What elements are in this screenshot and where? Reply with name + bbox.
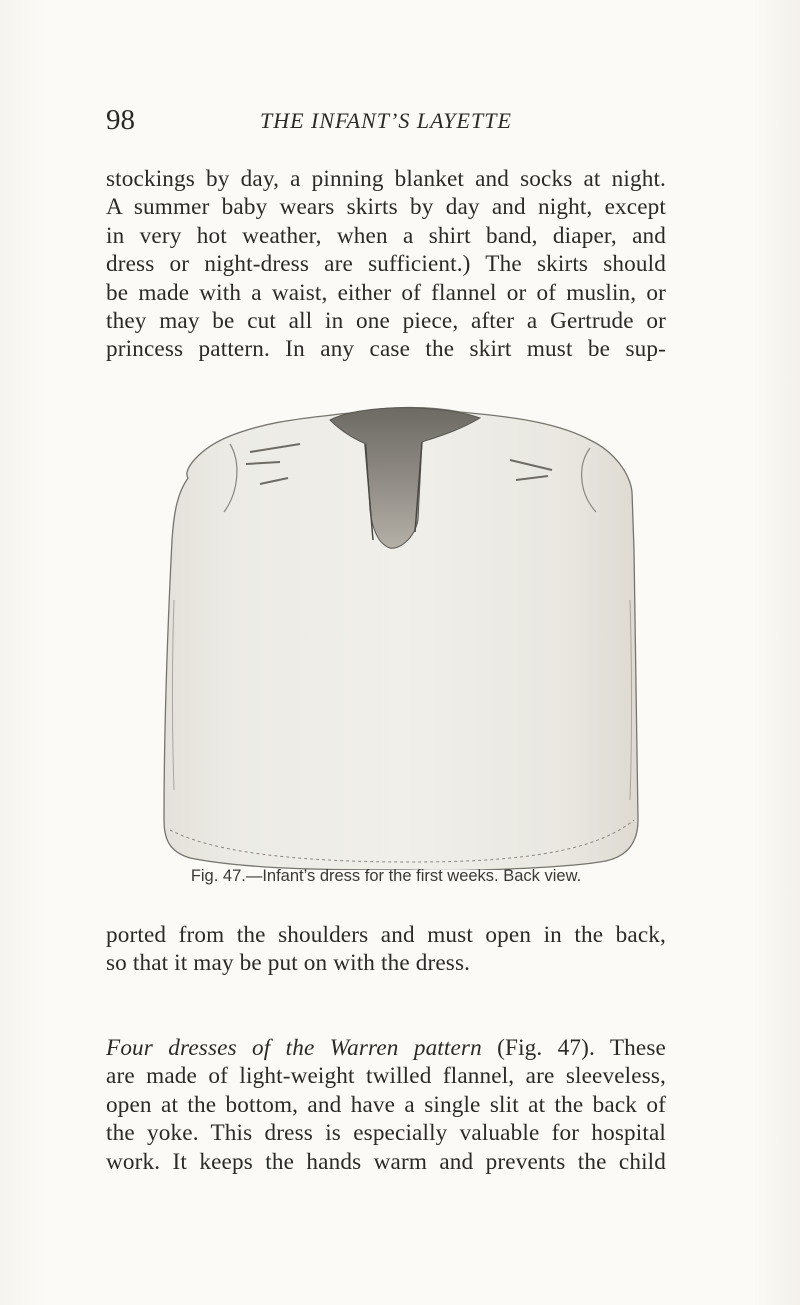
dress-back-view-drawing xyxy=(160,400,660,870)
text-line: stockings by day, a pinning blanket and socks at night. xyxy=(106,166,666,192)
text-line: be made with a waist, either of flannel or of muslin, or xyxy=(106,279,666,306)
running-head xyxy=(106,104,666,144)
paragraph-1 xyxy=(106,165,666,364)
text-line: open at the bottom, and have a single slit at the back of xyxy=(106,1091,666,1118)
text-line: are made of light-weight twilled flannel, are sleeveless, xyxy=(106,1063,666,1090)
heading-line-rest: (Fig. 47). These xyxy=(497,1035,666,1061)
text-line: ported from the shoulders and must open in the back, xyxy=(106,922,666,948)
running-title: THE INFANT’S LAYETTE xyxy=(260,108,512,133)
text-line: they may be cut all in one piece, after a Gertrude or xyxy=(106,308,666,335)
section-heading-italic: Four dresses of the Warren pattern xyxy=(106,1035,482,1061)
text-line: A summer baby wears skirts by day and night, except xyxy=(106,194,666,221)
text-line: work. It keeps the hands warm and prevents the child xyxy=(106,1148,666,1175)
paragraph-3 xyxy=(106,1034,666,1176)
text-line: the yoke. This dress is especially valuable for hospital xyxy=(106,1120,666,1147)
text-line: in very hot weather, when a shirt band, diaper, and xyxy=(106,222,666,249)
text-line: so that it may be put on with the dress. xyxy=(106,950,471,977)
page-number: 98 xyxy=(106,104,135,136)
text-line: princess pattern. In any case the skirt must be sup- xyxy=(106,336,666,363)
text-line: dress or night-dress are sufficient.) The skirts should xyxy=(106,251,666,278)
text-line-heading xyxy=(106,1034,666,1062)
paragraph-2 xyxy=(106,921,666,978)
figure-47-dress-illustration xyxy=(160,400,660,920)
figure-caption: Fig. 47.—Infant’s dress for the first weeks. Back view. xyxy=(190,867,582,885)
